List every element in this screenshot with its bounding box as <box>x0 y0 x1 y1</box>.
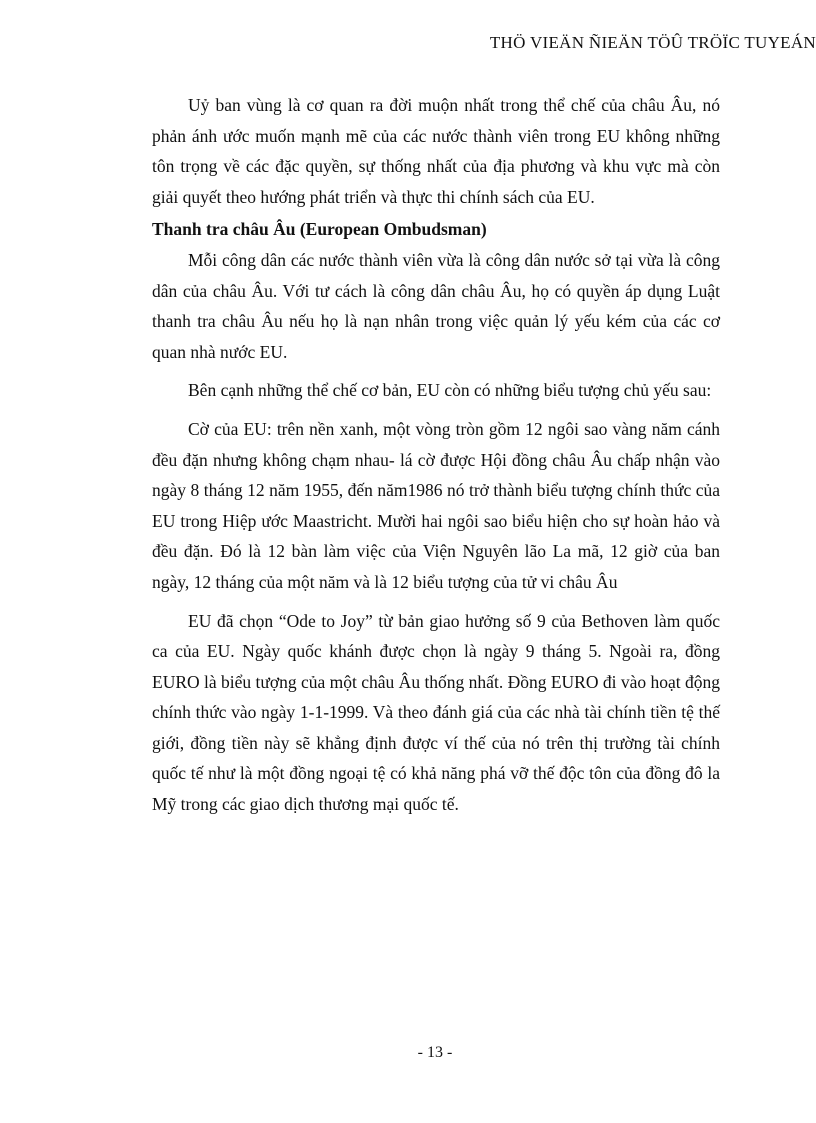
document-body <box>152 90 720 820</box>
section-heading-ombudsman: Thanh tra châu Âu (European Ombudsman) <box>152 219 487 240</box>
paragraph-regional-committee: Uỷ ban vùng là cơ quan ra đời muộn nhất trong thể chế của châu Âu, nó phản ánh ước muốn mạnh mẽ của các nước thành viên trong EU không những tôn trọng về các đặc quyền, sự thống nhất của địa phương và khu vực mà còn giải quyết theo hướng phát triển và thực thi chính sách của EU. <box>152 95 720 207</box>
paragraph-eu-flag: Cờ của EU: trên nền xanh, một vòng tròn gồm 12 ngôi sao vàng năm cánh đều đặn nhưng không chạm nhau- lá cờ được Hội đồng châu Âu chấp nhận vào ngày 8 tháng 12 năm 1955, đến năm1986 nó trở thành biểu tượng chính thức của EU trong Hiệp ước Maastricht. Mười hai ngôi sao biểu hiện cho sự hoàn hảo và đều đặn. Đó là 12 bàn làm việc của Viện Nguyên lão La mã, 12 giờ của ban ngày, 12 tháng của một năm và là 12 biểu tượng của tử vi châu Âu <box>152 418 720 592</box>
page-number: - 13 - <box>417 1044 453 1061</box>
paragraph-anthem-euro: EU đã chọn “Ode to Joy” từ bản giao hưởng số 9 của Bethoven làm quốc ca của EU. Ngày quốc khánh được chọn là ngày 9 tháng 5. Ngoài ra, đồng EURO là biểu tượng của một châu Âu thống nhất. Đồng EURO đi vào hoạt động chính thức vào ngày 1-1-1999. Và theo đánh giá của các nhà tài chính tiền tệ thế giới, đồng tiền này sẽ khẳng định được ví thế của nó trên thị trường tài chính quốc tế như là một đồng ngoại tệ có khả năng phá vỡ thế độc tôn của đồng đô la Mỹ trong các giao dịch thương mại quốc tế. <box>152 610 720 815</box>
paragraph-symbols-intro: Bên cạnh những thể chế cơ bản, EU còn có những biểu tượng chủ yếu sau: <box>188 380 712 401</box>
running-header: THÖ VIEÄN ÑIEÄN TÖÛ TRÖÏC TUYEÁN <box>489 33 816 52</box>
paragraph-citizens: Mỗi công dân các nước thành viên vừa là công dân nước sở tại vừa là công dân của châu Âu. Với tư cách là công dân châu Âu, họ có quyền áp dụng Luật thanh tra châu Âu nếu họ là nạn nhân trong việc quản lý yếu kém của các cơ quan nhà nước EU. <box>152 249 720 362</box>
